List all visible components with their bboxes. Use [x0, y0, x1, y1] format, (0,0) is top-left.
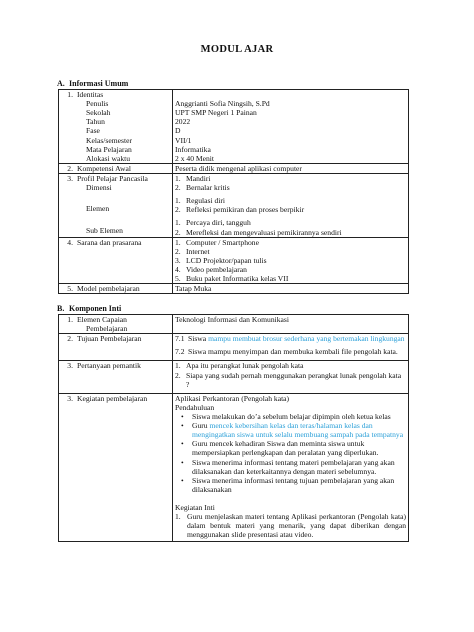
highlighted-text: mampu membuat brosur sederhana yang bertemakan lingkungan — [208, 334, 405, 344]
table-row — [59, 163, 409, 173]
komponen-inti-table — [58, 314, 409, 542]
capaian-label-cell — [59, 315, 173, 334]
table-row — [59, 90, 409, 164]
tujuan-label-cell — [59, 334, 173, 361]
list-item: 2. Bernalar kritis — [175, 183, 230, 193]
model-value: Tatap Muka — [173, 284, 409, 294]
field-label: Mata Pelajaran — [86, 144, 132, 154]
field-label: Fase — [86, 126, 100, 136]
table-row — [59, 315, 409, 334]
field-value: Anggrianti Sofia Ningsih, S.Pd — [175, 99, 270, 109]
sub-elemen-label: Sub Elemen — [86, 226, 123, 236]
section-b-title: Komponen Inti — [69, 304, 122, 313]
kompetensi-label-cell — [59, 163, 173, 173]
model-label-cell — [59, 284, 173, 294]
list-item: 7.2 Siswa mampu menyimpan dan membuka kembali file pengolah kata. — [175, 347, 398, 357]
list-item: 1. Regulasi diri — [175, 196, 226, 206]
model-label: Model pembelajaran — [77, 284, 140, 294]
row-number: 1. — [67, 315, 73, 324]
list-item: • Siswa menerima informasi tentang materi pembelajaran yang akan dilaksanakan dan keterkaitannya dengan materi sebelumnya. — [181, 457, 395, 476]
list-item: • Siswa menerima informasi tentang tujuan pembelajaran yang akan dilaksanakan — [181, 475, 395, 494]
field-label: Kelas/semester — [86, 135, 132, 145]
section-a-heading — [57, 79, 128, 89]
pertanyaan-value-cell — [173, 361, 409, 393]
table-row — [59, 237, 409, 284]
kegiatan-value-cell — [173, 393, 409, 542]
kegiatan-heading: Aplikasi Perkantoran (Pengolah kata) — [175, 393, 290, 403]
elemen-label: Elemen — [86, 204, 110, 214]
row-number: 3. — [67, 361, 73, 371]
kompetensi-value: Peserta didik mengenal aplikasi computer — [173, 163, 409, 173]
table-row — [59, 361, 409, 393]
section-b-letter: B. — [57, 304, 65, 313]
list-item: 1. Percaya diri, tangguh — [175, 218, 251, 228]
sarana-label: Sarana dan prasarana — [77, 237, 142, 247]
list-item: 2. Siapa yang sudah pernah menggunakan perangkat lunak pengolah kata ? — [175, 370, 402, 389]
list-item: • Guru mencek kebersihan kelas dan teras/halaman kelas dan mengingatkan siswa untuk selalu membuang sampah pada tempatnya — [181, 421, 404, 440]
row-number: 1. — [67, 90, 73, 99]
pendahuluan-label: Pendahuluan — [175, 402, 215, 412]
list-item: 2. Merefleksi dan mengevaluasi pemikirannya sendiri — [175, 227, 342, 237]
row-number: 2. — [67, 163, 73, 173]
kegiatan-label-cell — [59, 393, 173, 542]
row-number: 5. — [67, 284, 73, 294]
field-label: Tahun — [86, 117, 105, 127]
pertanyaan-label: Pertanyaan pemantik — [77, 361, 141, 371]
row-number: 3. — [67, 393, 73, 403]
list-item: 1. Computer / Smartphone — [175, 237, 259, 247]
field-label: Alokasi waktu — [86, 153, 131, 163]
list-item: 5. Buku paket Informatika kelas VII — [175, 274, 289, 284]
field-value: D — [175, 126, 181, 136]
list-item: 1. Apa itu perangkat lunak pengolah kata — [175, 361, 304, 371]
section-b-heading — [57, 304, 121, 314]
field-label: Sekolah — [86, 108, 111, 118]
tujuan-label: Tujuan Pembelajaran — [77, 334, 142, 344]
field-value: VII/1 — [175, 135, 192, 145]
capaian-value: Teknologi Informasi dan Komunikasi — [173, 315, 409, 334]
field-value: Informatika — [175, 144, 211, 154]
sarana-label-cell — [59, 237, 173, 284]
pertanyaan-label-cell — [59, 361, 173, 393]
field-value: 2022 — [175, 117, 191, 127]
document-title: MODUL AJAR — [200, 44, 274, 55]
section-a-letter: A. — [57, 79, 65, 88]
list-item: • Siswa melakukan do’a sebelum belajar dipimpin oleh ketua kelas — [181, 411, 391, 421]
capaian-label-2: Pembelajaran — [86, 324, 128, 334]
row-number: 2. — [67, 334, 73, 344]
identitas-label-cell — [59, 90, 173, 164]
list-item: 3. LCD Projektor/papan tulis — [175, 255, 267, 265]
row-number: 4. — [67, 237, 73, 247]
list-item: 2. Refleksi pemikiran dan proses berpikir — [175, 205, 305, 215]
sarana-value-cell — [173, 237, 409, 284]
table-row — [59, 393, 409, 542]
capaian-label: Elemen Capaian — [77, 315, 127, 324]
list-item: 4. Video pembelajaran — [175, 264, 247, 274]
identitas-label: Identitas — [77, 90, 104, 99]
list-item: 1. Mandiri — [175, 173, 211, 183]
dimensi-label: Dimensi — [86, 183, 112, 193]
profil-label-cell — [59, 173, 173, 237]
table-row — [59, 173, 409, 237]
profil-label: Profil Pelajar Pancasila — [77, 173, 148, 183]
table-row — [59, 334, 409, 361]
profil-value-cell — [173, 173, 409, 237]
kegiatan-label: Kegiatan pembelajaran — [77, 393, 148, 403]
section-a-title: Informasi Umum — [69, 79, 129, 88]
field-value: UPT SMP Negeri 1 Painan — [175, 108, 257, 118]
identitas-value-cell — [173, 90, 409, 164]
tujuan-value-cell — [173, 334, 409, 361]
field-label: Penulis — [86, 99, 109, 109]
list-item: • Guru mencek kehadiran Siswa dan meminta siswa untuk mempersiapkan perlengkapan dan peralatan yang diperlukan. — [181, 439, 379, 458]
kegiatan-inti-label: Kegiatan Inti — [175, 502, 215, 512]
table-row — [59, 284, 409, 294]
informasi-umum-table — [58, 89, 409, 294]
row-number: 3. — [67, 173, 73, 183]
list-item: 2. Internet — [175, 246, 210, 256]
list-item: 7.1 Siswa mampu membuat brosur sederhana yang bertemakan lingkungan — [175, 334, 405, 344]
highlighted-text: mencek kebersihan kelas dan teras/halaman kelas dan mengingatkan siswa untuk selalu membuang sampah pada tempatnya — [192, 421, 404, 440]
kompetensi-label: Kompetensi Awal — [77, 163, 131, 173]
field-value: 2 x 40 Menit — [175, 153, 215, 163]
list-item: 1. Guru menjelaskan materi tentang Aplikasi perkantoran (Pengolah kata) dalam bentuk materi yang menarik, yang dapat diberikan dengan menggunakan slide presentasi atau video. — [175, 512, 406, 540]
